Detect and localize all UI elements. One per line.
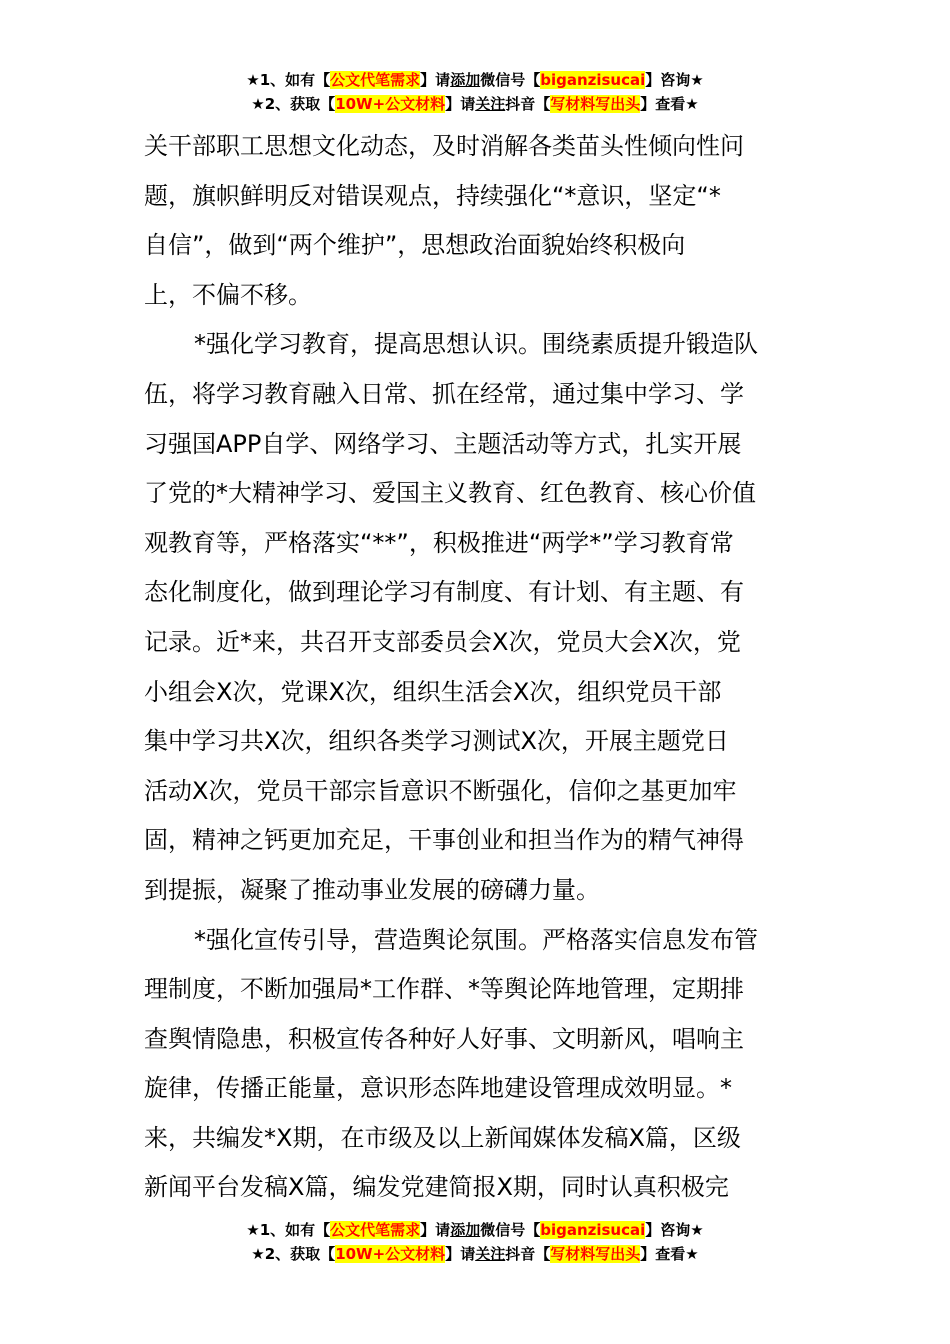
text-line: 查舆情隐患，积极宣传各种好人好事、文明新风，唱响主 <box>144 1024 744 1053</box>
banner-highlight: 10W+公文材料 <box>335 1245 446 1263</box>
document-body <box>144 122 808 1213</box>
banner-text: 】查看★ <box>640 1245 699 1263</box>
banner-highlight: 写材料写出头 <box>550 1245 641 1263</box>
banner-line-2 <box>0 92 950 116</box>
banner-highlight: biganzisucai <box>540 71 646 89</box>
text-line: 小组会X次，党课X次，组织生活会X次，组织党员干部 <box>144 677 722 706</box>
banner-text: 微信号【 <box>480 71 541 89</box>
banner-highlight: 公文代笔需求 <box>330 1221 421 1239</box>
text-line: 新闻平台发稿X篇，编发党建简报X期，同时认真积极完 <box>144 1173 729 1202</box>
banner-line-2 <box>0 1242 950 1266</box>
text-line: 活动X次，党员干部宗旨意识不断强化，信仰之基更加牢 <box>144 776 737 805</box>
paragraph-first-line: *强化学习教育，提高思想认识。围绕素质提升锻造队 <box>194 330 758 359</box>
banner-text: 】咨询★ <box>645 1221 704 1239</box>
paragraph-first-line: *强化宣传引导，营造舆论氛围。严格落实信息发布管 <box>194 925 758 954</box>
text-line: 态化制度化，做到理论学习有制度、有计划、有主题、有 <box>144 578 744 607</box>
text-line: 题，旗帜鲜明反对错误观点，持续强化“*意识，坚定“* <box>144 181 721 210</box>
banner-underlined: 关注 <box>475 1245 506 1263</box>
text-line: 自信”，做到“两个维护”，思想政治面貌始终积极向 <box>144 231 686 260</box>
banner-highlight: 10W+公文材料 <box>335 95 446 113</box>
text-line: 上，不偏不移。 <box>144 280 312 309</box>
banner-text: 】咨询★ <box>645 71 704 89</box>
banner-line-1 <box>0 1218 950 1242</box>
text-line: 理制度，不断加强局*工作群、*等舆论阵地管理，定期排 <box>144 975 744 1004</box>
banner-text: ★2、获取【 <box>251 95 336 113</box>
banner-underlined: 关注 <box>475 95 506 113</box>
banner-highlight: 公文代笔需求 <box>330 71 421 89</box>
banner-text: 微信号【 <box>480 1221 541 1239</box>
banner-text: 】请 <box>445 95 476 113</box>
text-line: 习强国APP自学、网络学习、主题活动等方式，扎实开展 <box>144 429 742 458</box>
text-line: 集中学习共X次，组织各类学习测试X次，开展主题党日 <box>144 727 729 756</box>
banner-text: 抖音【 <box>505 95 551 113</box>
banner-text: 】查看★ <box>640 95 699 113</box>
banner-text: 】请 <box>420 71 451 89</box>
banner-underlined: 添加 <box>450 1221 481 1239</box>
banner-text: ★2、获取【 <box>251 1245 336 1263</box>
text-line: 来，共编发*X期，在市级及以上新闻媒体发稿X篇，区级 <box>144 1123 741 1152</box>
banner-text: ★1、如有【 <box>246 71 331 89</box>
header-banner <box>0 68 950 116</box>
text-line: 了党的*大精神学习、爱国主义教育、红色教育、核心价值 <box>144 479 756 508</box>
footer-banner <box>0 1218 950 1266</box>
text-line: 记录。近*来，共召开支部委员会X次，党员大会X次，党 <box>144 627 741 656</box>
text-line: 伍，将学习教育融入日常、抓在经常，通过集中学习、学 <box>144 379 744 408</box>
banner-underlined: 添加 <box>450 71 481 89</box>
banner-highlight: biganzisucai <box>540 1221 646 1239</box>
text-line: 到提振，凝聚了推动事业发展的磅礴力量。 <box>144 875 600 904</box>
banner-text: 抖音【 <box>505 1245 551 1263</box>
banner-text: 】请 <box>445 1245 476 1263</box>
text-line: 旋律，传播正能量，意识形态阵地建设管理成效明显。* <box>144 1074 732 1103</box>
banner-text: 】请 <box>420 1221 451 1239</box>
banner-text: ★1、如有【 <box>246 1221 331 1239</box>
banner-line-1 <box>0 68 950 92</box>
banner-highlight: 写材料写出头 <box>550 95 641 113</box>
text-line: 关干部职工思想文化动态，及时消解各类苗头性倾向性问 <box>144 132 744 160</box>
text-line: 固，精神之钙更加充足，干事创业和担当作为的精气神得 <box>144 826 744 855</box>
text-line: 观教育等，严格落实“**”，积极推进“两学*”学习教育常 <box>144 528 734 557</box>
